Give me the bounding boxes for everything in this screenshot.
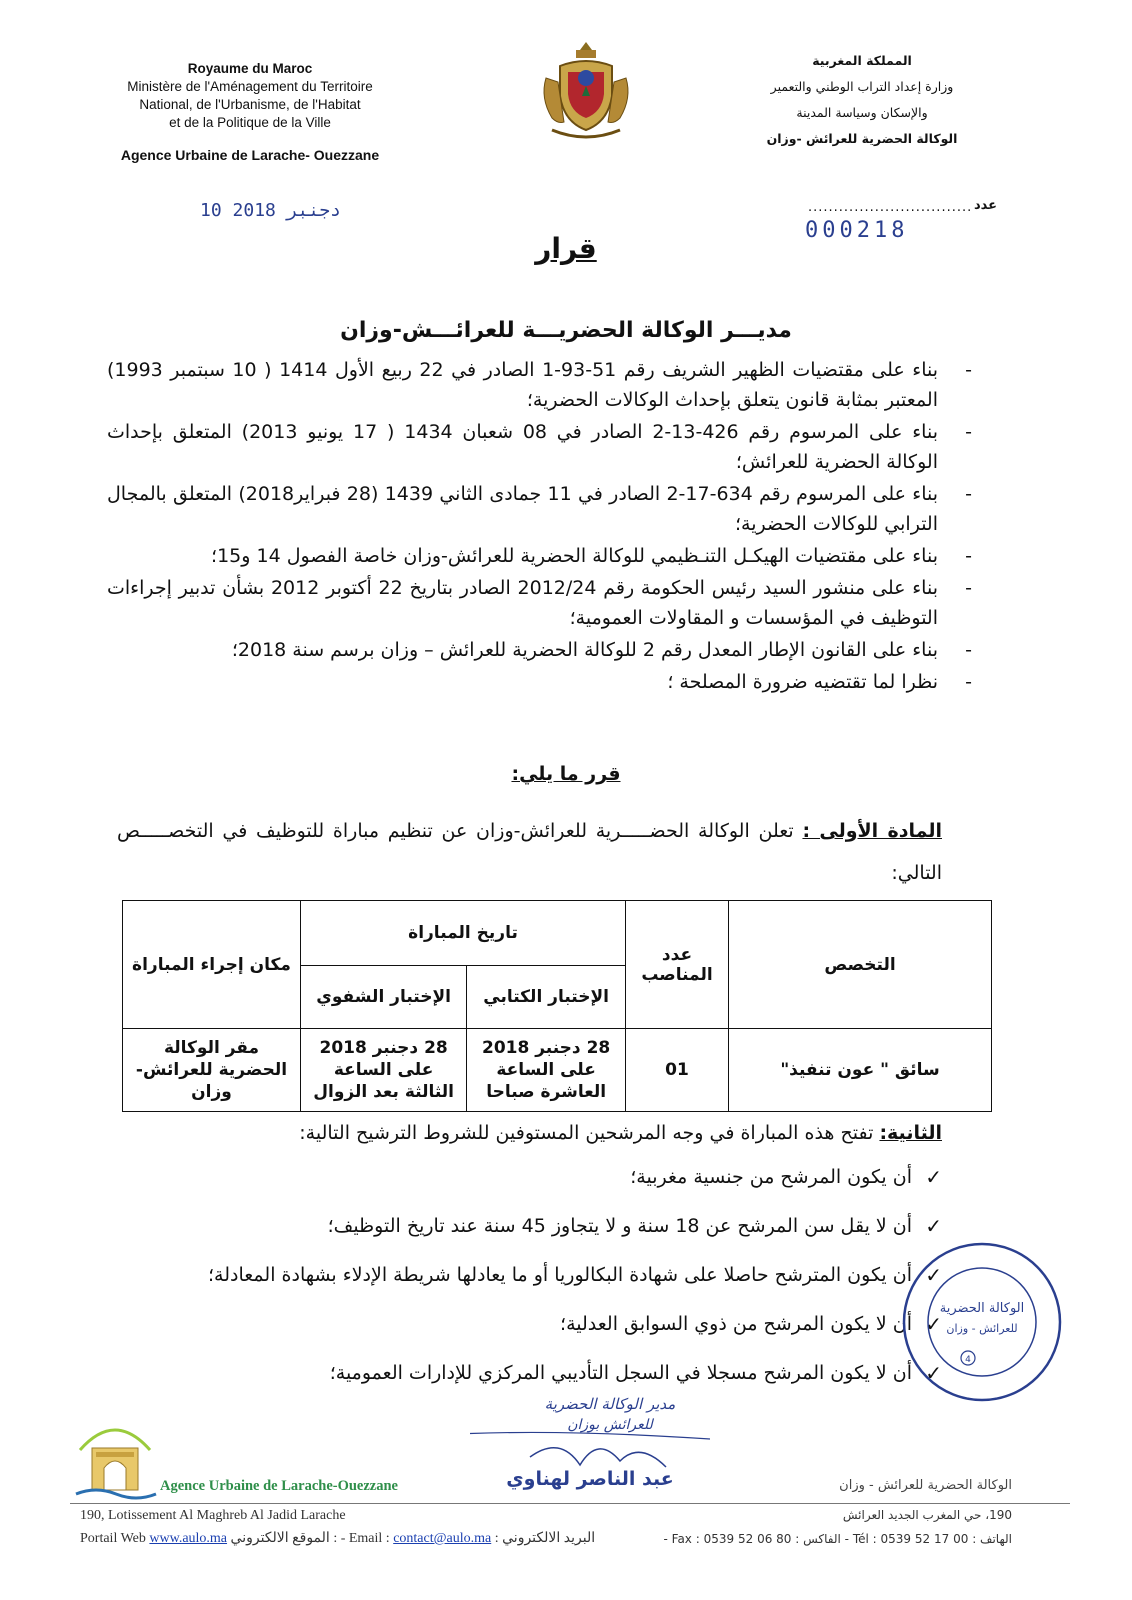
checkmark-icon: ✓ [925,1361,942,1385]
article-2-heading: الثانية: [879,1122,942,1144]
web-label: Portail Web [80,1531,146,1546]
consideration-item: - بناء على المرسوم رقم 426-13-2 الصادر في 08 شعبان 1434 ( 17 يونيو 2013) المتعلق بإحداث الوكالة الحضرية للعرائش؛ [107,417,942,477]
footer-agency-ar: الوكالة الحضرية للعرائش - وزان [839,1478,1012,1493]
checkmark-icon: ✓ [925,1214,942,1238]
consideration-item: - بناء على المرسوم رقم 634-17-2 الصادر في 11 جمادى الثاني 1439 (28 فبراير2018) المتعلق بالمجال الترابي للوكالات الحضرية؛ [107,479,942,539]
email-label-ar: : البريد الالكتروني [494,1531,596,1546]
official-seal-icon [900,1240,1065,1405]
considerations-list [107,355,942,699]
web-link[interactable]: www.aulo.ma [149,1531,228,1546]
article-1-text: تعلن الوكالة الحضـــــرية للعرائش-وزان عن تنظيم مباراة للتوظيف في التخصـــــص التالي: [117,820,942,884]
list-item: ✓ أن يكون المترشح حاصلا على شهادة البكالوريا أو ما يعادلها شريطة الإدلاء بشهادة المعادلة؛ [102,1260,942,1309]
signature-title-2: للعرائش بوزان [567,1417,653,1433]
th-positions: عدد المناصب [626,901,729,1029]
footer-phone: الهاتف : 00 17 52 0539 : Tél - الفاكس : 80 06 52 0539 : Fax - [663,1532,1012,1546]
cell-oral: 28 دجنبر 2018 على الساعة الثالثة بعد الزوال [301,1029,467,1112]
consideration-item: - نظرا لما تقتضيه ضرورة المصلحة ؛ [107,667,942,697]
seal-line-1: الوكالة الحضرية [939,1301,1025,1316]
header-french [80,60,420,164]
signatory-name: عبد الناصر لهناوي [506,1468,674,1490]
consideration-item: - بناء على منشور السيد رئيس الحكومة رقم 2012/24 الصادر بتاريخ 22 أكتوبر 2012 بشأن تدبير إجراءات التوظيف في المؤسسات و المقاولات العمومية؛ [107,573,942,633]
competition-table [122,900,992,1112]
kingdom-ar: المملكة المغربية [812,53,912,68]
checkmark-icon: ✓ [925,1263,942,1287]
footer-address-fr: 190, Lotissement Al Maghreb Al Jadid Larache [80,1508,346,1523]
footer-agency-fr: Agence Urbaine de Larache-Ouezzane [160,1478,398,1494]
header-arabic [712,48,1012,152]
signature-title-1: مدير الوكالة الحضرية [544,1395,676,1413]
list-item: ✓ أن لا يقل سن المرشح عن 18 سنة و لا يتجاوز 45 سنة عند تاريخ التوظيف؛ [102,1211,942,1260]
ministry-fr-3: et de la Politique de la Ville [169,115,331,130]
article-2-text: تفتح هذه المباراة في وجه المرشحين المستوفين للشروط الترشيح التالية: [299,1122,874,1144]
decided-heading: قرر ما يلي: [511,763,621,785]
cell-specialty: سائق " عون تنفيذ" [729,1029,992,1112]
consideration-item: - بناء على القانون الإطار المعدل رقم 2 للوكالة الحضرية للعرائش – وزان برسم سنة 2018؛ [107,635,942,665]
th-place: مكان إجراء المباراة [123,901,301,1029]
conditions-list [102,1162,942,1407]
list-item: ✓ أن يكون المرشح من جنسية مغربية؛ [102,1162,942,1211]
seal-number: 4 [965,1355,971,1365]
ministry-ar-1: وزارة إعداد التراب الوطني والتعمير [770,79,954,94]
checkmark-icon: ✓ [925,1165,942,1189]
ministry-fr-2: National, de l'Urbanisme, de l'Habitat [139,97,361,112]
director-heading: مديـــر الوكالة الحضريـــة للعرائـــش-وزان [340,318,792,343]
consideration-item: - بناء على مقتضيات الهيكـل التنـظيمي للوكالة الحضرية للعرائش-وزان خاصة الفصول 14 و15؛ [107,541,942,571]
seal-line-2: للعرائش - وزان [946,1322,1018,1335]
ministry-ar-2: والإسكان وسياسة المدينة [796,105,928,120]
number-label: عدد [973,198,997,213]
agency-ar: الوكالة الحضرية للعرائش -وزان [766,131,958,146]
list-item: ✓ أن لا يكون المرشح من ذوي السوابق العدلية؛ [102,1309,942,1358]
cell-place: مقر الوكالة الحضرية للعرائش-وزان [123,1029,301,1112]
agency-fr: Agence Urbaine de Larache- Ouezzane [120,147,380,163]
list-item: ✓ أن لا يكون المرشح مسجلا في السجل التأديبي المركزي للإدارات العمومية؛ [102,1358,942,1407]
article-2 [102,1118,942,1148]
kingdom-fr: Royaume du Maroc [187,61,313,76]
table-row [123,1029,992,1112]
date-stamp: 10 دجنبر 2018 [200,200,341,221]
page-title: قرار [535,232,597,265]
footer-address-ar: 190، حي المغرب الجديد العرائش [842,1508,1012,1522]
number-dots: ................................ [808,200,973,215]
footer-web [80,1530,595,1547]
consideration-item: - بناء على مقتضيات الظهير الشريف رقم 51-93-1 الصادر في 22 ربيع الأول 1414 ( 10 سبتمبر 1993) المعتبر بمثابة قانون يتعلق بإحداث الوكالات الحضرية؛ [107,355,942,415]
th-date: تاريخ المباراة [301,901,626,966]
web-label-ar: الموقع الالكتروني : [230,1531,338,1546]
article-1-heading: المادة الأولى : [802,820,942,842]
signature-stamp [470,1395,720,1495]
cell-written: 28 دجنبر 2018 على الساعة العاشرة صباحا [467,1029,626,1112]
th-written: الإختبار الكتابي [467,966,626,1029]
th-specialty: التخصص [729,901,992,1029]
article-1 [117,810,942,894]
agency-logo-icon [70,1410,160,1500]
checkmark-icon: ✓ [925,1312,942,1336]
coat-of-arms-icon [538,38,634,142]
footer-divider [70,1503,1070,1504]
email-link[interactable]: contact@aulo.ma [393,1531,492,1546]
th-oral: الإختبار الشفوي [301,966,467,1029]
ministry-fr-1: Ministère de l'Aménagement du Territoire [127,79,373,94]
number-stamp: 000218 [805,218,909,243]
email-label: - Email : [340,1531,390,1546]
cell-positions: 01 [626,1029,729,1112]
